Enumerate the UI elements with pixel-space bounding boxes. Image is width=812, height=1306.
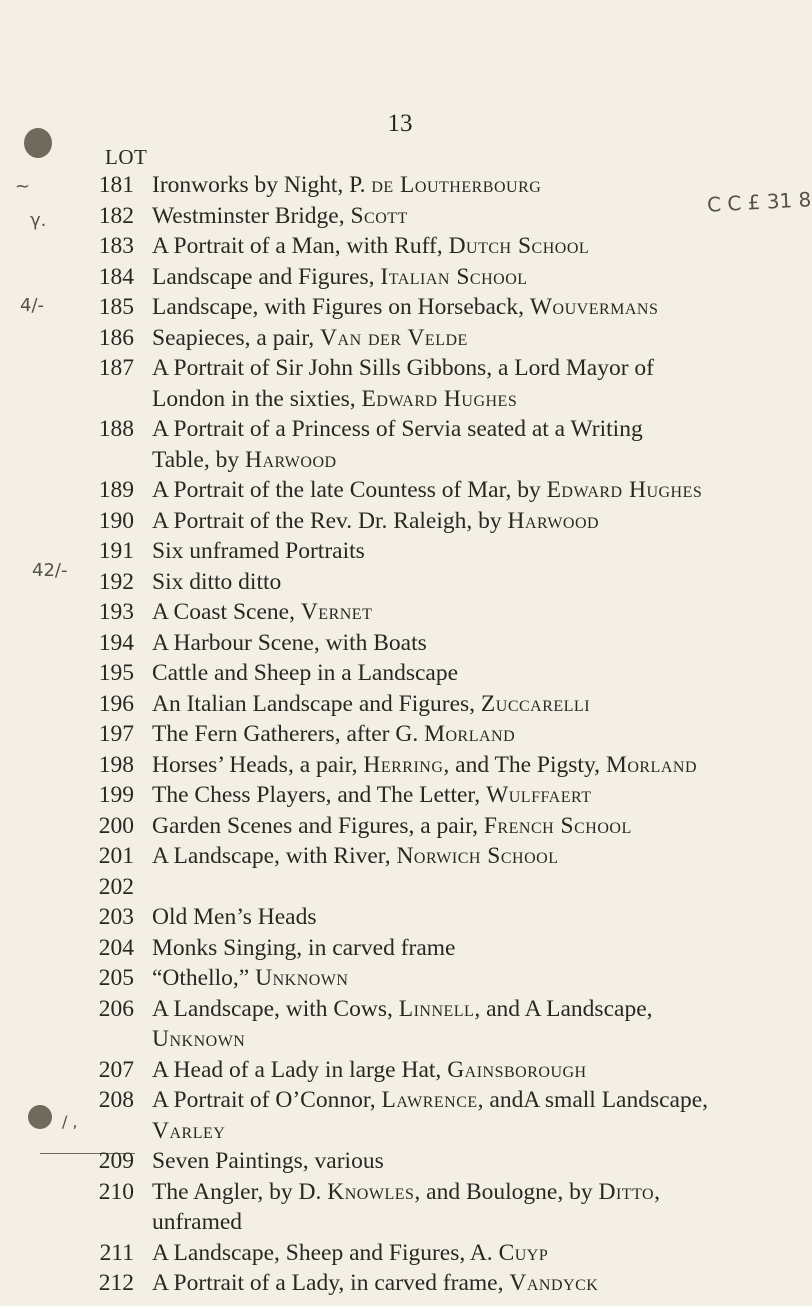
lot-number: 190	[98, 507, 134, 534]
lot-row	[0, 262, 800, 293]
lot-description	[152, 963, 772, 994]
lot-description	[152, 994, 772, 1055]
lot-artist: Edward Hughes	[361, 385, 518, 412]
lot-row	[0, 597, 800, 628]
pencil-margin-note: C C £ 31 8	[706, 187, 812, 217]
page-number: 13	[387, 110, 413, 137]
lot-column-header: LOT	[105, 145, 148, 169]
lot-title-cont: London in the sixties,	[152, 385, 362, 412]
lot-number: 193	[98, 599, 134, 625]
lot-description	[152, 750, 772, 781]
lot-description	[152, 231, 772, 262]
lot-title: An Italian Landscape and Figures,	[152, 690, 481, 717]
lot-number: 204	[98, 934, 134, 961]
lot-number: 211	[99, 1239, 134, 1266]
lot-artist: Linnell	[398, 995, 475, 1022]
lot-row	[0, 475, 800, 506]
lot-artist: de Loutherbourg	[371, 172, 542, 198]
lot-description	[152, 292, 772, 323]
lot-artist: Ditto	[598, 1178, 655, 1205]
lot-row	[0, 780, 800, 811]
lot-title-cont: , and A Landscape,	[474, 995, 653, 1022]
lot-artist: Dutch School	[448, 233, 590, 259]
lot-number: 186	[98, 324, 134, 351]
lot-description	[152, 1177, 772, 1238]
pencil-mark: 4/-	[20, 295, 45, 316]
lot-description	[152, 933, 772, 964]
lot-description	[152, 658, 772, 689]
lot-artist: Morland	[424, 721, 516, 747]
pencil-mark: ~	[15, 176, 31, 197]
lot-artist: Norwich School	[396, 843, 559, 869]
lot-description	[152, 567, 772, 598]
lot-description	[152, 475, 772, 506]
lot-title: Garden Scenes and Figures, a pair,	[152, 812, 484, 839]
lot-number: 197	[98, 721, 134, 747]
lot-row	[0, 933, 800, 964]
lot-title: The Fern Gatherers, after G.	[152, 721, 425, 747]
lot-description	[152, 628, 772, 659]
lot-title: Westminster Bridge,	[152, 202, 351, 229]
lot-title: A Portrait of O’Connor,	[152, 1087, 382, 1113]
lot-title: A Coast Scene,	[152, 599, 301, 625]
lot-title: A Harbour Scene, with Boats	[152, 629, 427, 656]
lot-row	[0, 1238, 800, 1269]
lot-row	[0, 201, 800, 232]
lot-description	[152, 201, 772, 232]
lot-artist: Herring	[363, 751, 444, 778]
lot-title: Monks Singing, in carved frame	[152, 934, 456, 961]
lot-row	[0, 292, 800, 323]
lot-number: 206	[98, 995, 134, 1022]
lot-title: A Portrait of a Princess of Servia seated at a Writing	[152, 416, 643, 442]
lot-description	[152, 414, 772, 475]
lot-artist: Cuyp	[498, 1239, 549, 1266]
lot-row	[0, 689, 800, 720]
lot-row	[0, 902, 800, 933]
lot-title: Six ditto ditto	[152, 568, 282, 595]
lot-title: A Landscape, Sheep and Figures, A.	[152, 1239, 499, 1266]
lot-description	[152, 323, 772, 354]
lot-artist: Harwood	[507, 507, 600, 534]
lot-row	[0, 811, 800, 842]
lot-description	[152, 353, 772, 414]
lot-title-cont: ,	[654, 1178, 660, 1205]
lot-row	[0, 506, 800, 537]
lot-title: A Portrait of the Rev. Dr. Raleigh, by	[152, 507, 508, 534]
lot-row	[0, 231, 800, 262]
lot-description	[152, 841, 772, 872]
lot-description	[152, 780, 772, 811]
lot-title: The Angler, by D.	[152, 1178, 328, 1205]
lot-artist: Wouvermans	[529, 294, 659, 320]
lot-number: 181	[98, 172, 134, 198]
lot-row	[0, 536, 800, 567]
lot-row	[0, 658, 800, 689]
lot-artist: Unknown	[152, 1026, 246, 1052]
lot-number: 203	[98, 904, 134, 930]
lot-description	[152, 1085, 772, 1146]
lot-row	[0, 1177, 800, 1238]
lot-title: A Portrait of a Lady, in carved frame,	[152, 1270, 510, 1296]
lot-row	[0, 872, 800, 903]
lot-number: 188	[98, 416, 134, 442]
lot-number: 191	[98, 538, 134, 564]
lot-row	[0, 750, 800, 781]
lot-description	[152, 597, 772, 628]
lot-row	[0, 994, 800, 1055]
lot-artist: Knowles	[327, 1178, 415, 1205]
lot-description	[152, 1055, 772, 1086]
lot-artist: Wulffaert	[486, 782, 592, 808]
lot-number: 207	[98, 1056, 134, 1083]
lot-row	[0, 1146, 800, 1177]
lot-row	[0, 323, 800, 354]
lot-title: A Portrait of the late Countess of Mar, by	[152, 477, 547, 503]
lot-number: 208	[98, 1087, 134, 1113]
lot-artist: Vandyck	[509, 1270, 599, 1296]
lot-description	[152, 506, 772, 537]
lot-title: Horses’ Heads, a pair,	[152, 751, 364, 778]
lot-number: 205	[98, 965, 134, 991]
lot-number: 196	[98, 690, 134, 717]
lot-row	[0, 414, 800, 475]
lot-number: 184	[98, 263, 134, 290]
lot-row	[0, 353, 800, 414]
lot-title: Six unframed Portraits	[152, 538, 365, 564]
lot-number: 200	[98, 812, 134, 839]
lot-row	[0, 567, 800, 598]
lot-number: 210	[98, 1178, 134, 1205]
lot-title: “Othello,”	[152, 965, 256, 991]
lot-number: 195	[98, 660, 134, 686]
lot-row	[0, 1268, 800, 1299]
lot-list	[0, 170, 800, 1299]
lot-number: 202	[98, 873, 134, 900]
lot-description	[152, 536, 772, 567]
lot-number: 187	[98, 355, 134, 381]
lot-title: A Portrait of a Man, with Ruff,	[152, 233, 449, 259]
lot-title: A Head of a Lady in large Hat,	[152, 1056, 448, 1083]
lot-number: 183	[98, 233, 134, 259]
lot-title-cont: , and Boulogne, by	[414, 1178, 599, 1205]
lot-description	[152, 1238, 772, 1269]
lot-title: A Portrait of Sir John Sills Gibbons, a Lord Mayor of	[152, 355, 654, 381]
pencil-mark: γ.	[30, 210, 47, 231]
lot-title-cont: , andA small Landscape,	[477, 1087, 709, 1113]
lot-number: 182	[98, 202, 134, 229]
lot-row	[0, 628, 800, 659]
lot-description	[152, 1268, 772, 1299]
lot-artist: French School	[483, 812, 632, 839]
lot-artist: Edward Hughes	[546, 477, 703, 503]
lot-number: 192	[98, 568, 134, 595]
lot-title: A Landscape, with Cows,	[152, 995, 399, 1022]
lot-title: Landscape and Figures,	[152, 263, 381, 290]
lot-title-cont: unframed	[152, 1209, 243, 1235]
lot-description	[152, 902, 772, 933]
lot-artist: Italian School	[380, 263, 528, 290]
lot-number: 189	[98, 477, 134, 503]
lot-description	[152, 811, 772, 842]
lot-title: A Landscape, with River,	[152, 843, 397, 869]
lot-artist: Gainsborough	[447, 1056, 587, 1083]
lot-number: 212	[98, 1270, 134, 1296]
lot-title: Cattle and Sheep in a Landscape	[152, 660, 459, 686]
lot-number: 198	[98, 751, 134, 778]
lot-title: Landscape, with Figures on Horseback,	[152, 294, 530, 320]
lot-artist: Zuccarelli	[480, 690, 591, 717]
lot-artist: Morland	[605, 751, 697, 778]
lot-row	[0, 170, 800, 201]
lot-title: Seapieces, a pair,	[152, 324, 321, 351]
lot-row	[0, 719, 800, 750]
lot-row	[0, 963, 800, 994]
lot-row	[0, 1085, 800, 1146]
lot-description	[152, 1146, 772, 1177]
lot-title: Old Men’s Heads	[152, 904, 317, 930]
lot-title: The Chess Players, and The Letter,	[152, 782, 487, 808]
lot-number: 185	[98, 294, 134, 320]
lot-artist: Vernet	[300, 599, 373, 625]
lot-row	[0, 841, 800, 872]
lot-artist: Lawrence	[381, 1087, 478, 1113]
lot-title-cont: , and The Pigsty,	[443, 751, 606, 778]
lot-row	[0, 1055, 800, 1086]
lot-description	[152, 170, 772, 201]
pencil-mark: / ,	[62, 1112, 78, 1131]
lot-number: 194	[98, 629, 134, 656]
lot-description	[152, 719, 772, 750]
lot-description	[152, 262, 772, 293]
lot-artist: Varley	[152, 1117, 226, 1144]
lot-title-cont: Table, by	[152, 446, 245, 473]
lot-number: 201	[98, 843, 134, 869]
lot-description	[152, 689, 772, 720]
lot-number: 209	[98, 1148, 134, 1174]
lot-artist: Van der Velde	[320, 324, 468, 351]
lot-artist: Harwood	[244, 446, 337, 473]
lot-title: Ironworks by Night, P.	[152, 172, 372, 198]
lot-title: Seven Paintings, various	[152, 1148, 384, 1174]
lot-artist: Unknown	[255, 965, 349, 991]
lot-number: 199	[98, 782, 134, 808]
lot-artist: Scott	[350, 202, 408, 229]
pencil-mark: 42/-	[32, 560, 68, 581]
